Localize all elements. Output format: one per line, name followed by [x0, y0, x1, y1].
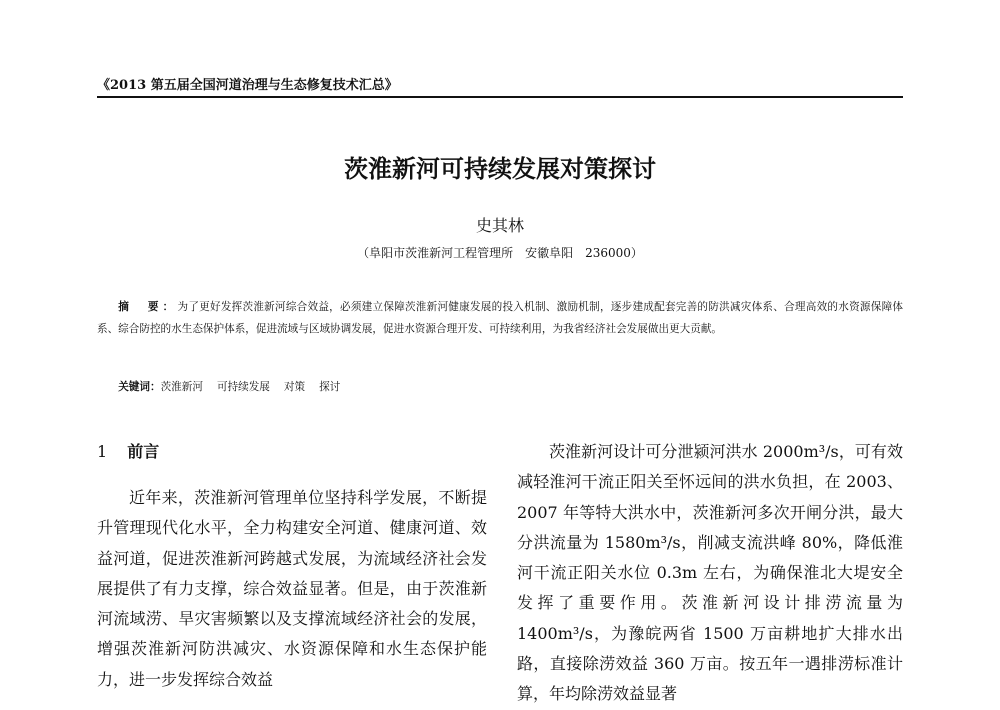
- abstract-text: 为了更好发挥茨淮新河综合效益，必须建立保障茨淮新河健康发展的投入机制、激励机制，逐步建成配套完善的防洪减灾体系、合理高效的水资源保障体系、综合防控的水生态保护体系，促进流域与区域协调发展，促进水资源合理开发、可持续利用，为我省经济社会发展做出更大贡献。: [97, 301, 903, 335]
- section-title: 前言: [127, 442, 160, 461]
- keyword-item: 对策: [283, 381, 306, 393]
- abstract-label: 摘 要：: [118, 301, 178, 313]
- section-number: 1: [97, 442, 108, 461]
- abstract: [97, 296, 903, 340]
- paper-title: 茨淮新河可持续发展对策探讨: [344, 155, 656, 183]
- running-header: 《2013 第五届全国河道治理与生态修复技术汇总》: [97, 78, 398, 93]
- author-name: 史其林: [475, 216, 524, 235]
- section-heading: [97, 440, 159, 464]
- keywords-label: 关键词：: [118, 381, 161, 393]
- keyword-item: 可持续发展: [216, 381, 270, 393]
- keywords: [97, 377, 903, 397]
- header-rule: [97, 96, 903, 98]
- left-column-paragraph: 近年来，茨淮新河管理单位坚持科学发展，不断提升管理现代化水平，全力构建安全河道、健康河道、效益河道，促进茨淮新河跨越式发展，为流域经济社会发展提供了有力支撑，综合效益显著。但是，由于茨淮新河流域涝、旱灾害频繁以及支撑流域经济社会的发展，增强茨淮新河防洪减灾、水资源保障和水生态保护能力，进一步发挥综合效益: [97, 488, 487, 689]
- author-affiliation: （阜阳市茨淮新河工程管理所 安徽阜阳 236000）: [357, 246, 643, 260]
- right-column-paragraph: 茨淮新河设计可分泄颍河洪水 2000m³/s，可有效减轻淮河干流正阳关至怀远间的洪水负担，在 2003、2007 年等特大洪水中，茨淮新河多次开闸分洪，最大分洪流量为 1580m³/s，削减支流洪峰 80%，降低淮河干流正阳关水位 0.3m 左右，为确保淮北大堤安全发挥了重要作用。茨淮新河设计排涝流量为 1400m³/s，为豫皖两省 1500 万亩耕地扩大排水出路，直接除涝效益 360 万亩。按五年一遇排涝标准计算，年均除涝效益显著: [517, 442, 903, 704]
- keyword-item: 茨淮新河: [160, 381, 203, 393]
- keyword-item: 探讨: [319, 381, 341, 393]
